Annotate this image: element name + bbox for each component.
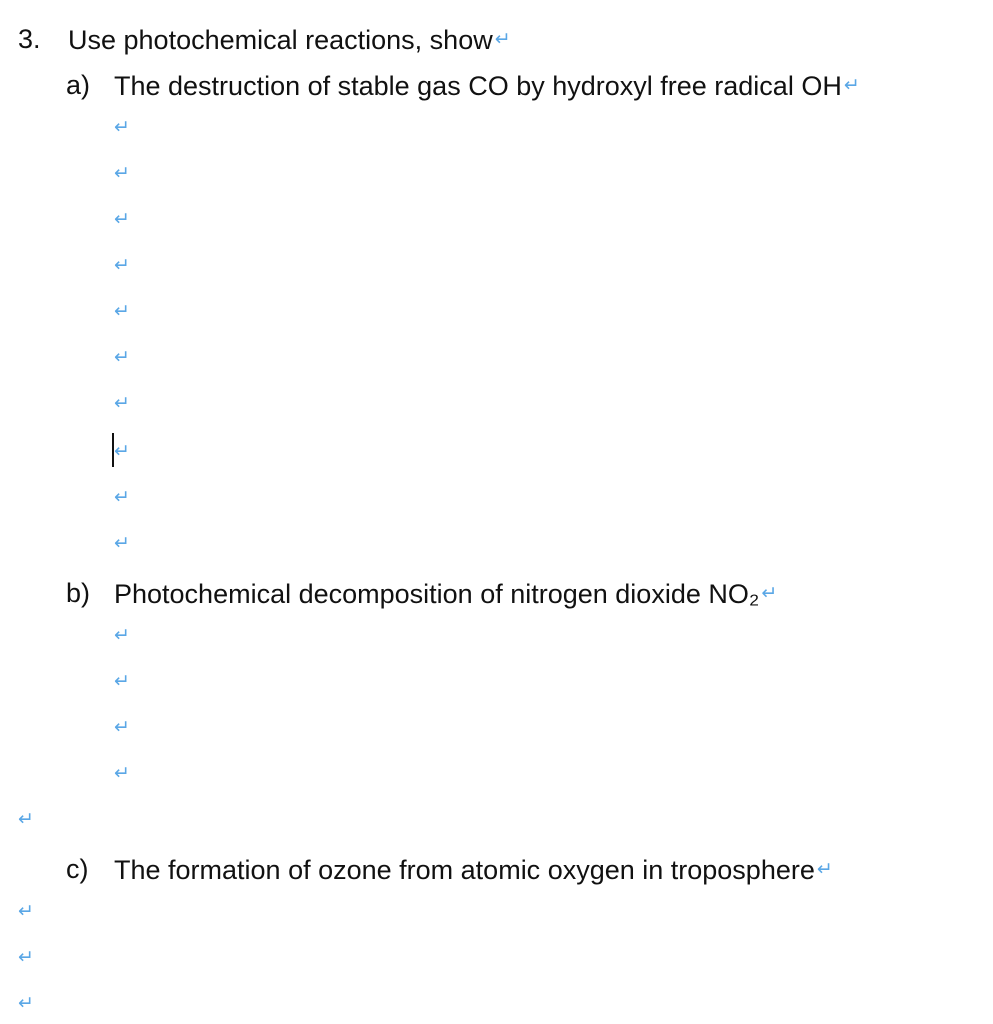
blank-line-mark-icon[interactable]: ↵ <box>114 486 130 508</box>
blank-line-mark-icon[interactable]: ↵ <box>18 992 34 1014</box>
item-b-label: b) <box>66 578 91 608</box>
blank-line-mark-icon[interactable]: ↵ <box>114 440 130 462</box>
blank-line-mark-icon[interactable]: ↵ <box>114 116 130 138</box>
text-cursor <box>112 433 114 467</box>
blank-line-mark-icon[interactable]: ↵ <box>114 716 130 738</box>
blank-line-mark-icon[interactable]: ↵ <box>114 346 130 368</box>
blank-line-mark-icon[interactable]: ↵ <box>18 900 34 922</box>
item-a-content <box>114 68 860 103</box>
paragraph-mark-icon: ↵ <box>761 582 778 604</box>
blank-line-mark-icon[interactable]: ↵ <box>114 300 130 322</box>
blank-line-mark-icon[interactable]: ↵ <box>114 162 130 184</box>
blank-line-mark-icon[interactable]: ↵ <box>114 624 130 646</box>
blank-line-mark-icon[interactable]: ↵ <box>114 208 130 230</box>
item-a-text: The destruction of stable gas CO by hydroxyl free radical OH <box>114 71 842 101</box>
item-c-text: The formation of ozone from atomic oxygen in troposphere <box>114 855 815 885</box>
question-prompt <box>68 22 511 57</box>
blank-line-mark-icon[interactable]: ↵ <box>114 254 130 276</box>
item-b-text: Photochemical decomposition of nitrogen dioxide NO₂ <box>114 579 760 609</box>
paragraph-mark-icon: ↵ <box>843 74 860 96</box>
item-b-content <box>114 576 777 611</box>
blank-line-mark-icon[interactable]: ↵ <box>114 532 130 554</box>
paragraph-mark-icon: ↵ <box>494 28 511 50</box>
blank-line-mark-icon[interactable]: ↵ <box>18 946 34 968</box>
blank-line-mark-icon[interactable]: ↵ <box>114 762 130 784</box>
item-c-content <box>114 852 833 887</box>
blank-line-mark-icon[interactable]: ↵ <box>114 670 130 692</box>
paragraph-mark-icon: ↵ <box>816 858 833 880</box>
question-prompt-text: Use photochemical reactions, show <box>68 25 493 55</box>
item-c-label: c) <box>66 854 89 884</box>
question-number: 3. <box>18 24 41 54</box>
blank-line-mark-icon[interactable]: ↵ <box>114 392 130 414</box>
item-a-label: a) <box>66 70 91 100</box>
blank-line-mark-icon[interactable]: ↵ <box>18 808 34 830</box>
